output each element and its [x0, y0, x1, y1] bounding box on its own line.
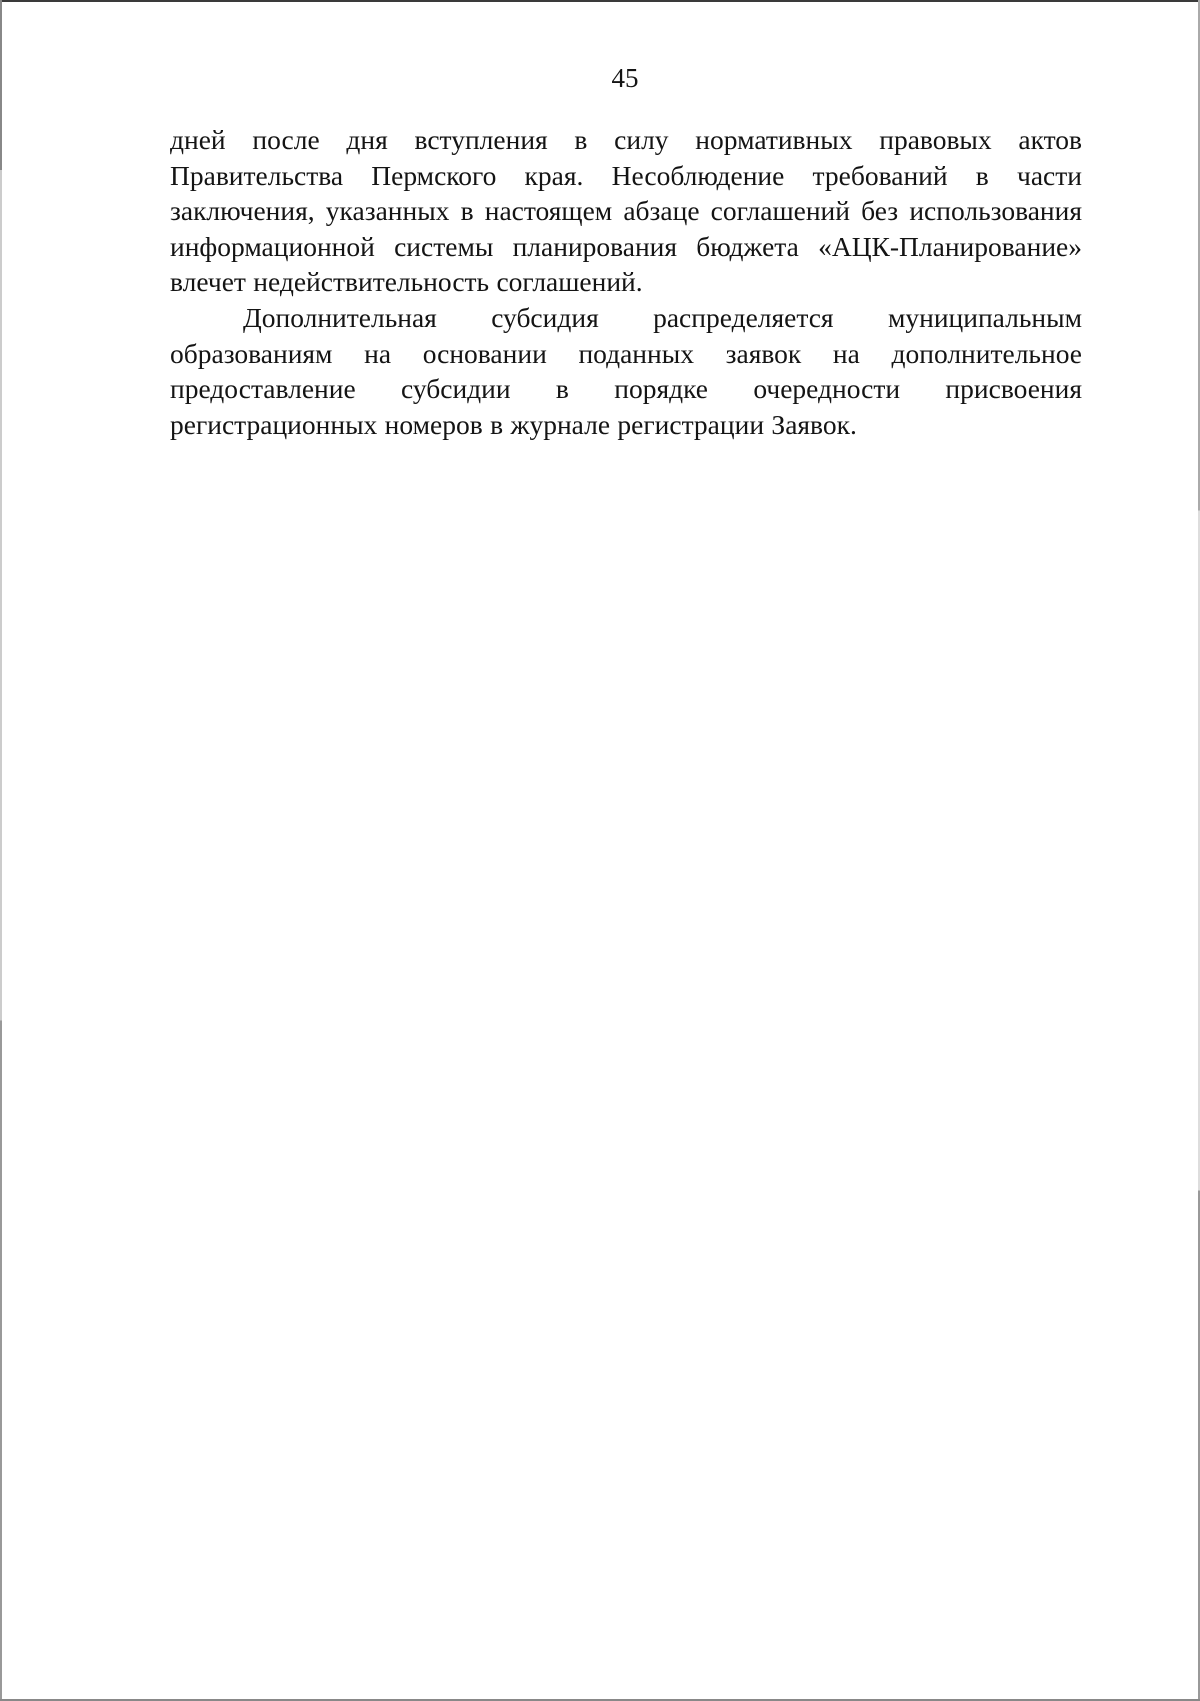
scan-edge-top: [0, 0, 1200, 2]
paragraph-continuation: дней после дня вступления в силу нормативных правовых актов Правительства Пермского края. Несоблюдение требований в части заключения, указанных в настоящем абзаце соглашений без использования информационной системы планирования бюджета «АЦК-Планирование» влечет недействительность соглашений.: [170, 124, 1082, 298]
document-body: [170, 122, 1082, 442]
paragraph-additional-subsidy: Дополнительная субсидия распределяется муниципальным образованиям на основании поданных заявок на дополнительное предоставление субсидии в порядке очередности присвоения регистрационных номеров в журнале регистрации Заявок.: [170, 301, 1082, 440]
page-number: 45: [611, 63, 639, 93]
scan-edge-left: [0, 0, 2, 1701]
